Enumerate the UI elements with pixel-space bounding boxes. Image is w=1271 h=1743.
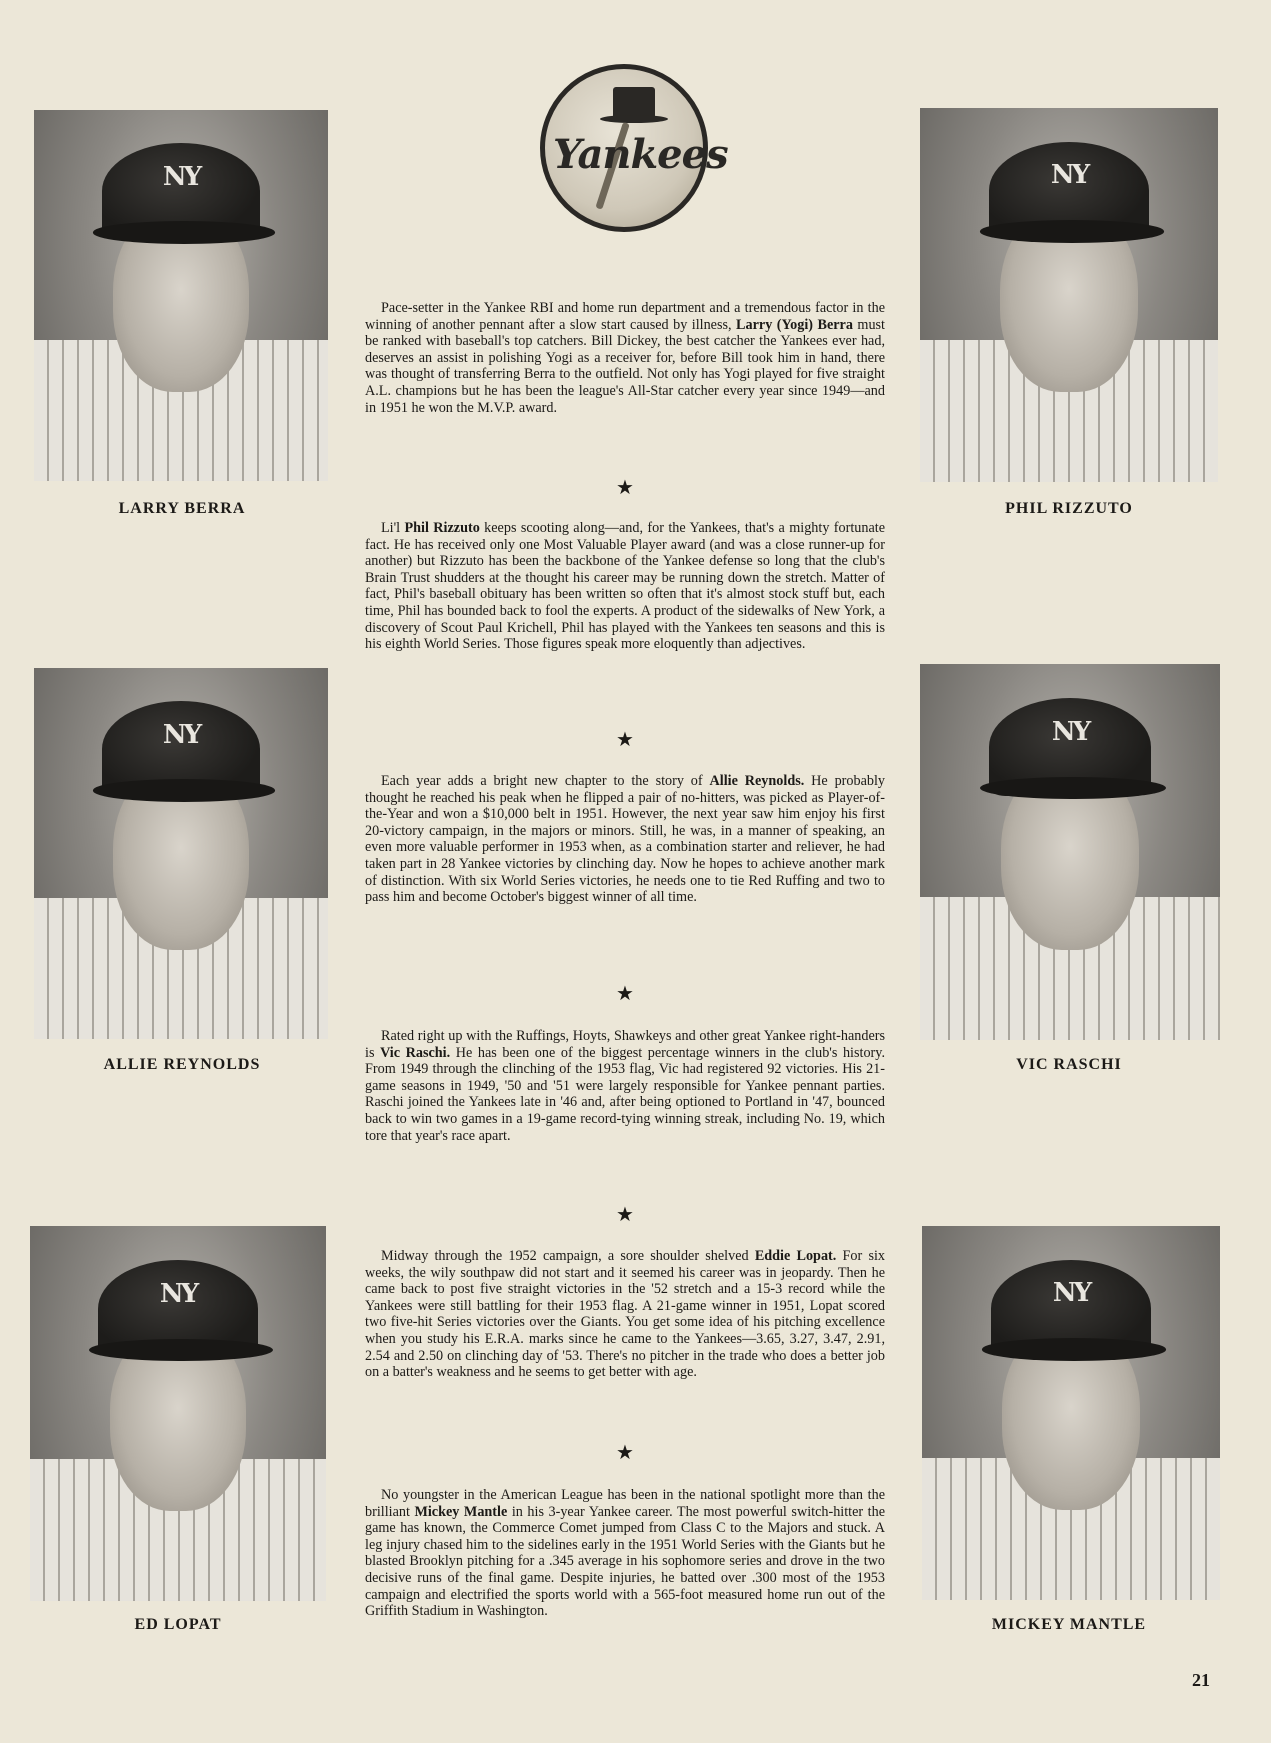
ny-cap-logo: NY	[162, 719, 200, 750]
ny-cap-logo: NY	[1052, 1278, 1090, 1309]
player-photo-lopat	[30, 1226, 326, 1601]
player-caption: ALLIE REYNOLDS	[103, 1056, 261, 1073]
star-divider: ★	[616, 1442, 634, 1464]
logo-wordmark: Yankees	[553, 131, 728, 178]
player-photo-mantle	[922, 1226, 1220, 1600]
yankees-logo	[540, 64, 728, 232]
player-photo-berra	[34, 110, 328, 481]
player-caption: PHIL RIZZUTO	[1005, 500, 1133, 517]
player-caption: VIC RASCHI	[1016, 1056, 1122, 1073]
bio-paragraph-lopat: Midway through the 1952 campaign, a sore shoulder shelved Eddie Lopat. For six weeks, the wily southpaw did not start and it seemed his career was in jeopardy. Then he came back to post five straight victories in the '52 stretch and a 15-3 record while the Yankees were still battling for their 1953 flag. A 21-game winner in 1951, Lopat scored two five-hit Series victories over the Giants. You get some idea of his pitching excellence when you study his E.R.A. marks since he came to the Yankees—3.65, 3.27, 3.47, 2.91, 2.54 and 2.50 on clinching day of '53. There's no pitcher in the trade who does a better job on a batter's weakness and he seems to get better with age.	[365, 1248, 886, 1381]
bio-paragraph-berra: Pace-setter in the Yankee RBI and home run department and a tremendous factor in the winning of another pennant after a slow start caused by illness, Larry (Yogi) Berra must be ranked with baseball's top catchers. Bill Dickey, the best catcher the Yankees ever had, deserves an assist in polishing Yogi as a receiver for, before Bill took him in hand, there was thought of transferring Berra to the outfield. Not only has Yogi played for five straight A.L. champions but he has been the league's All-Star catcher every year since 1949—and in 1951 he won the M.V.P. award.	[365, 300, 885, 416]
ny-cap-logo: NY	[1051, 716, 1089, 747]
star-divider: ★	[616, 983, 634, 1005]
hat-brim-icon	[600, 115, 668, 123]
ny-cap-logo: NY	[1050, 160, 1088, 191]
bio-paragraph-rizzuto: Li'l Phil Rizzuto keeps scooting along—and, for the Yankees, that's a mighty fortunate fact. He has received only one Most Valuable Player award (and was a close runner-up for another) but Rizzuto has been the backbone of the Yankee defense so long that the club's Brain Trust shudders at the thought his career may be running down the stretch. Matter of fact, Phil's baseball obituary has been written so often that it's almost stock stuff but, each time, Phil has bounded back to fool the experts. A product of the sidewalks of New York, a discovery of Scout Paul Krichell, Phil has played with the Yankees ten seasons and this is his eighth World Series. Those figures speak more eloquently than adjectives.	[365, 520, 886, 653]
ny-cap-logo: NY	[162, 161, 200, 192]
page-number: 21	[1192, 1670, 1210, 1690]
star-divider: ★	[616, 1204, 634, 1226]
bio-paragraph-raschi: Rated right up with the Ruffings, Hoyts, Shawkeys and other great Yankee right-handers is Vic Raschi. He has been one of the biggest percentage winners in the club's history. From 1949 through the clinching of the 1953 flag, Vic had registered 92 victories. His 21-game seasons in 1949, '50 and '51 were largely responsible for Yankee pennant parties. Raschi joined the Yankees late in '46 and, after being optioned to Portland in '47, bounced back to win two games in a 19-game record-tying winning streak, including No. 19, which tore that year's race apart.	[365, 1028, 885, 1144]
bio-paragraph-reynolds: Each year adds a bright new chapter to the story of Allie Reynolds. He probably thought he reached his peak when he flipped a pair of no-hitters, was picked as Player-of-the-Year and won a $10,000 belt in 1951. However, the next year saw him enjoy his first 20-victory campaign, in the majors or minors. Still, he was, in a manner of speaking, an even more valuable performer in 1953 when, as a combination starter and reliever, he had taken part in 28 Yankee victories by clinching day. Now he hopes to achieve another mark of distinction. With six World Series victories, he needs one to tie Red Ruffing and two to pass him and become October's biggest winner of all time.	[365, 773, 886, 906]
player-photo-raschi	[920, 664, 1220, 1040]
player-photo-reynolds	[34, 668, 328, 1039]
top-hat-icon	[613, 87, 655, 117]
star-divider: ★	[616, 477, 634, 499]
ny-cap-logo: NY	[159, 1278, 197, 1309]
star-divider: ★	[616, 729, 634, 751]
bio-paragraph-mantle: No youngster in the American League has been in the national spotlight more than the brilliant Mickey Mantle in his 3-year Yankee career. The most powerful switch-hitter the game has known, the Commerce Comet jumped from Class C to the Majors and stuck. A leg injury chased him to the sidelines early in the 1951 World Series with the Giants but he blasted Brooklyn pitching for a .345 average in his sophomore series and drove in the two decisive runs of the final game. Despite injuries, he batted over .300 most of the 1953 campaign and electrified the sports world with a 565-foot measured home run out of the Griffith Stadium in Washington.	[365, 1487, 886, 1620]
player-photo-rizzuto	[920, 108, 1218, 482]
player-caption: ED LOPAT	[134, 1616, 222, 1633]
player-caption: LARRY BERRA	[118, 500, 246, 517]
player-caption: MICKEY MANTLE	[991, 1616, 1147, 1633]
